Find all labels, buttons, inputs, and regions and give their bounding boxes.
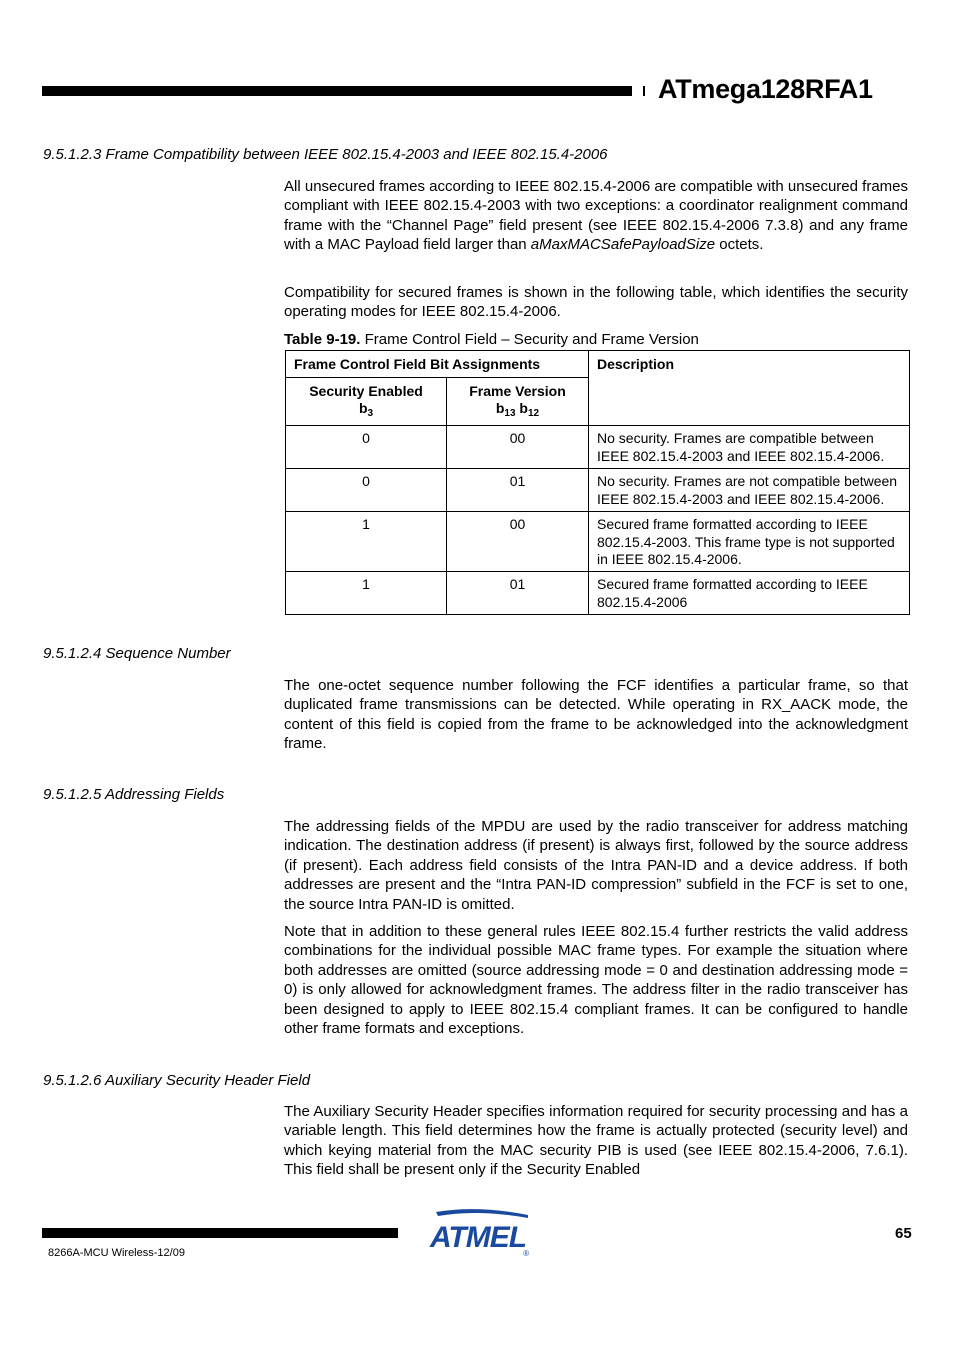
- paragraph-italic-term: aMaxMACSafePayloadSize: [530, 236, 716, 254]
- page-number: 65: [895, 1225, 912, 1242]
- footer-rule: [42, 1228, 398, 1238]
- document-number: 8266A-MCU Wireless-12/09: [48, 1247, 185, 1259]
- paragraph-text: All unsecured frames according to IEEE 802.15.4-2006 are compatible with unsecured frames compliant with IEEE 802.15.4-2003 with two exceptions: a coordinator realignment command frame with the “Channel Page” field present (see IEEE 802.15.4-2006 7.3.8) and any frame with a MAC Payload field larger than: [284, 178, 908, 254]
- cell-security-enabled: 0: [286, 426, 447, 469]
- paragraph-text: octets.: [719, 236, 764, 254]
- table-caption-label: Table 9-19.: [284, 331, 361, 348]
- header-bit-sub: 3: [367, 408, 374, 419]
- header-bit: b: [358, 400, 368, 416]
- cell-frame-version: 01: [447, 572, 589, 615]
- section-heading-sequence-number: 9.5.1.2.4 Sequence Number: [43, 645, 231, 662]
- table-caption-text: Frame Control Field – Security and Frame Version: [364, 331, 699, 348]
- header-bit: b: [515, 400, 528, 416]
- table-row: [286, 426, 910, 469]
- cell-frame-version: 00: [447, 426, 589, 469]
- frame-control-field-table: [285, 350, 910, 615]
- paragraph-address-note: Note that in addition to these general rules IEEE 802.15.4 further restricts the valid address combinations for the individual possible MAC frame types. For example the situation where both addresses are omitted (source addressing mode = 0 and destination addressing mode = 0) is only allowed for acknowledgment frames. The address filter in the radio transceiver has been designed to apply to IEEE 802.15.4 compliant frames. It can be configured to handle other frame formats and exceptions.: [284, 923, 908, 1038]
- table-header-description: Description: [589, 351, 910, 426]
- svg-text:ATMEL: ATMEL: [429, 1221, 527, 1254]
- cell-security-enabled: 0: [286, 469, 447, 512]
- header-bit-sub: 12: [528, 408, 540, 419]
- cell-description: Secured frame formatted according to IEEE 802.15.4-2003. This frame type is not supported in IEEE 802.15.4-2006.: [589, 512, 910, 572]
- svg-text:®: ®: [523, 1249, 529, 1258]
- table-row: [286, 469, 910, 512]
- section-heading-addressing-fields: 9.5.1.2.5 Addressing Fields: [43, 786, 225, 803]
- header-bit-sub: 13: [504, 408, 516, 419]
- header-rule-tick: [643, 86, 645, 96]
- section-heading-auxiliary-security-header: 9.5.1.2.6 Auxiliary Security Header Field: [43, 1072, 311, 1089]
- cell-security-enabled: 1: [286, 572, 447, 615]
- table-row: [286, 512, 910, 572]
- document-title: ATmega128RFA1: [658, 74, 873, 104]
- cell-description: Secured frame formatted according to IEEE 802.15.4-2006: [589, 572, 910, 615]
- header-label: Frame Version: [469, 383, 566, 399]
- paragraph-sequence-number: The one-octet sequence number following the FCF identifies a particular frame, so that duplicated frame transmissions can be detected. While operating in RX_AACK mode, the content of this field is copied from the frame to be acknowledged into the acknowledgment frame.: [284, 677, 908, 753]
- paragraph-addressing-fields: The addressing fields of the MPDU are used by the radio transceiver for address matching indication. The destination address (if present) is always first, followed by the source address (if present). Each address field consists of the Intra PAN-ID and a device address. If both addresses are present and the “Intra PAN-ID compression” subfield in the FCF is set to one, the source Intra PAN-ID is omitted.: [284, 818, 908, 913]
- header-bit: b: [495, 400, 505, 416]
- header-label: Security Enabled: [309, 383, 423, 399]
- header-rule: [42, 86, 632, 96]
- section-heading-frame-compatibility: 9.5.1.2.3 Frame Compatibility between IEEE 802.15.4-2003 and IEEE 802.15.4-2006: [43, 146, 608, 163]
- cell-description: No security. Frames are compatible between IEEE 802.15.4-2003 and IEEE 802.15.4-2006.: [589, 426, 910, 469]
- table-header-group: Frame Control Field Bit Assignments: [286, 351, 589, 378]
- cell-frame-version: 01: [447, 469, 589, 512]
- paragraph-unsecured-frames: [284, 177, 908, 255]
- atmel-logo: [428, 1209, 533, 1259]
- cell-security-enabled: 1: [286, 512, 447, 572]
- cell-frame-version: 00: [447, 512, 589, 572]
- cell-description: No security. Frames are not compatible between IEEE 802.15.4-2003 and IEEE 802.15.4-2006.: [589, 469, 910, 512]
- table-row: [286, 572, 910, 615]
- table-caption: [284, 331, 699, 348]
- paragraph-secured-frames: Compatibility for secured frames is shown in the following table, which identifies the security operating modes for IEEE 802.15.4-2006.: [284, 284, 908, 321]
- table-header-security-enabled: [286, 378, 447, 426]
- paragraph-auxiliary-security-header: The Auxiliary Security Header specifies information required for security processing and has a variable length. This field determines how the frame is actually protected (security level) and which keying material from the MAC security PIB is used (see IEEE 802.15.4-2006, 7.6.1). This field shall be present only if the Security Enabled: [284, 1103, 908, 1179]
- table-header-frame-version: [447, 378, 589, 426]
